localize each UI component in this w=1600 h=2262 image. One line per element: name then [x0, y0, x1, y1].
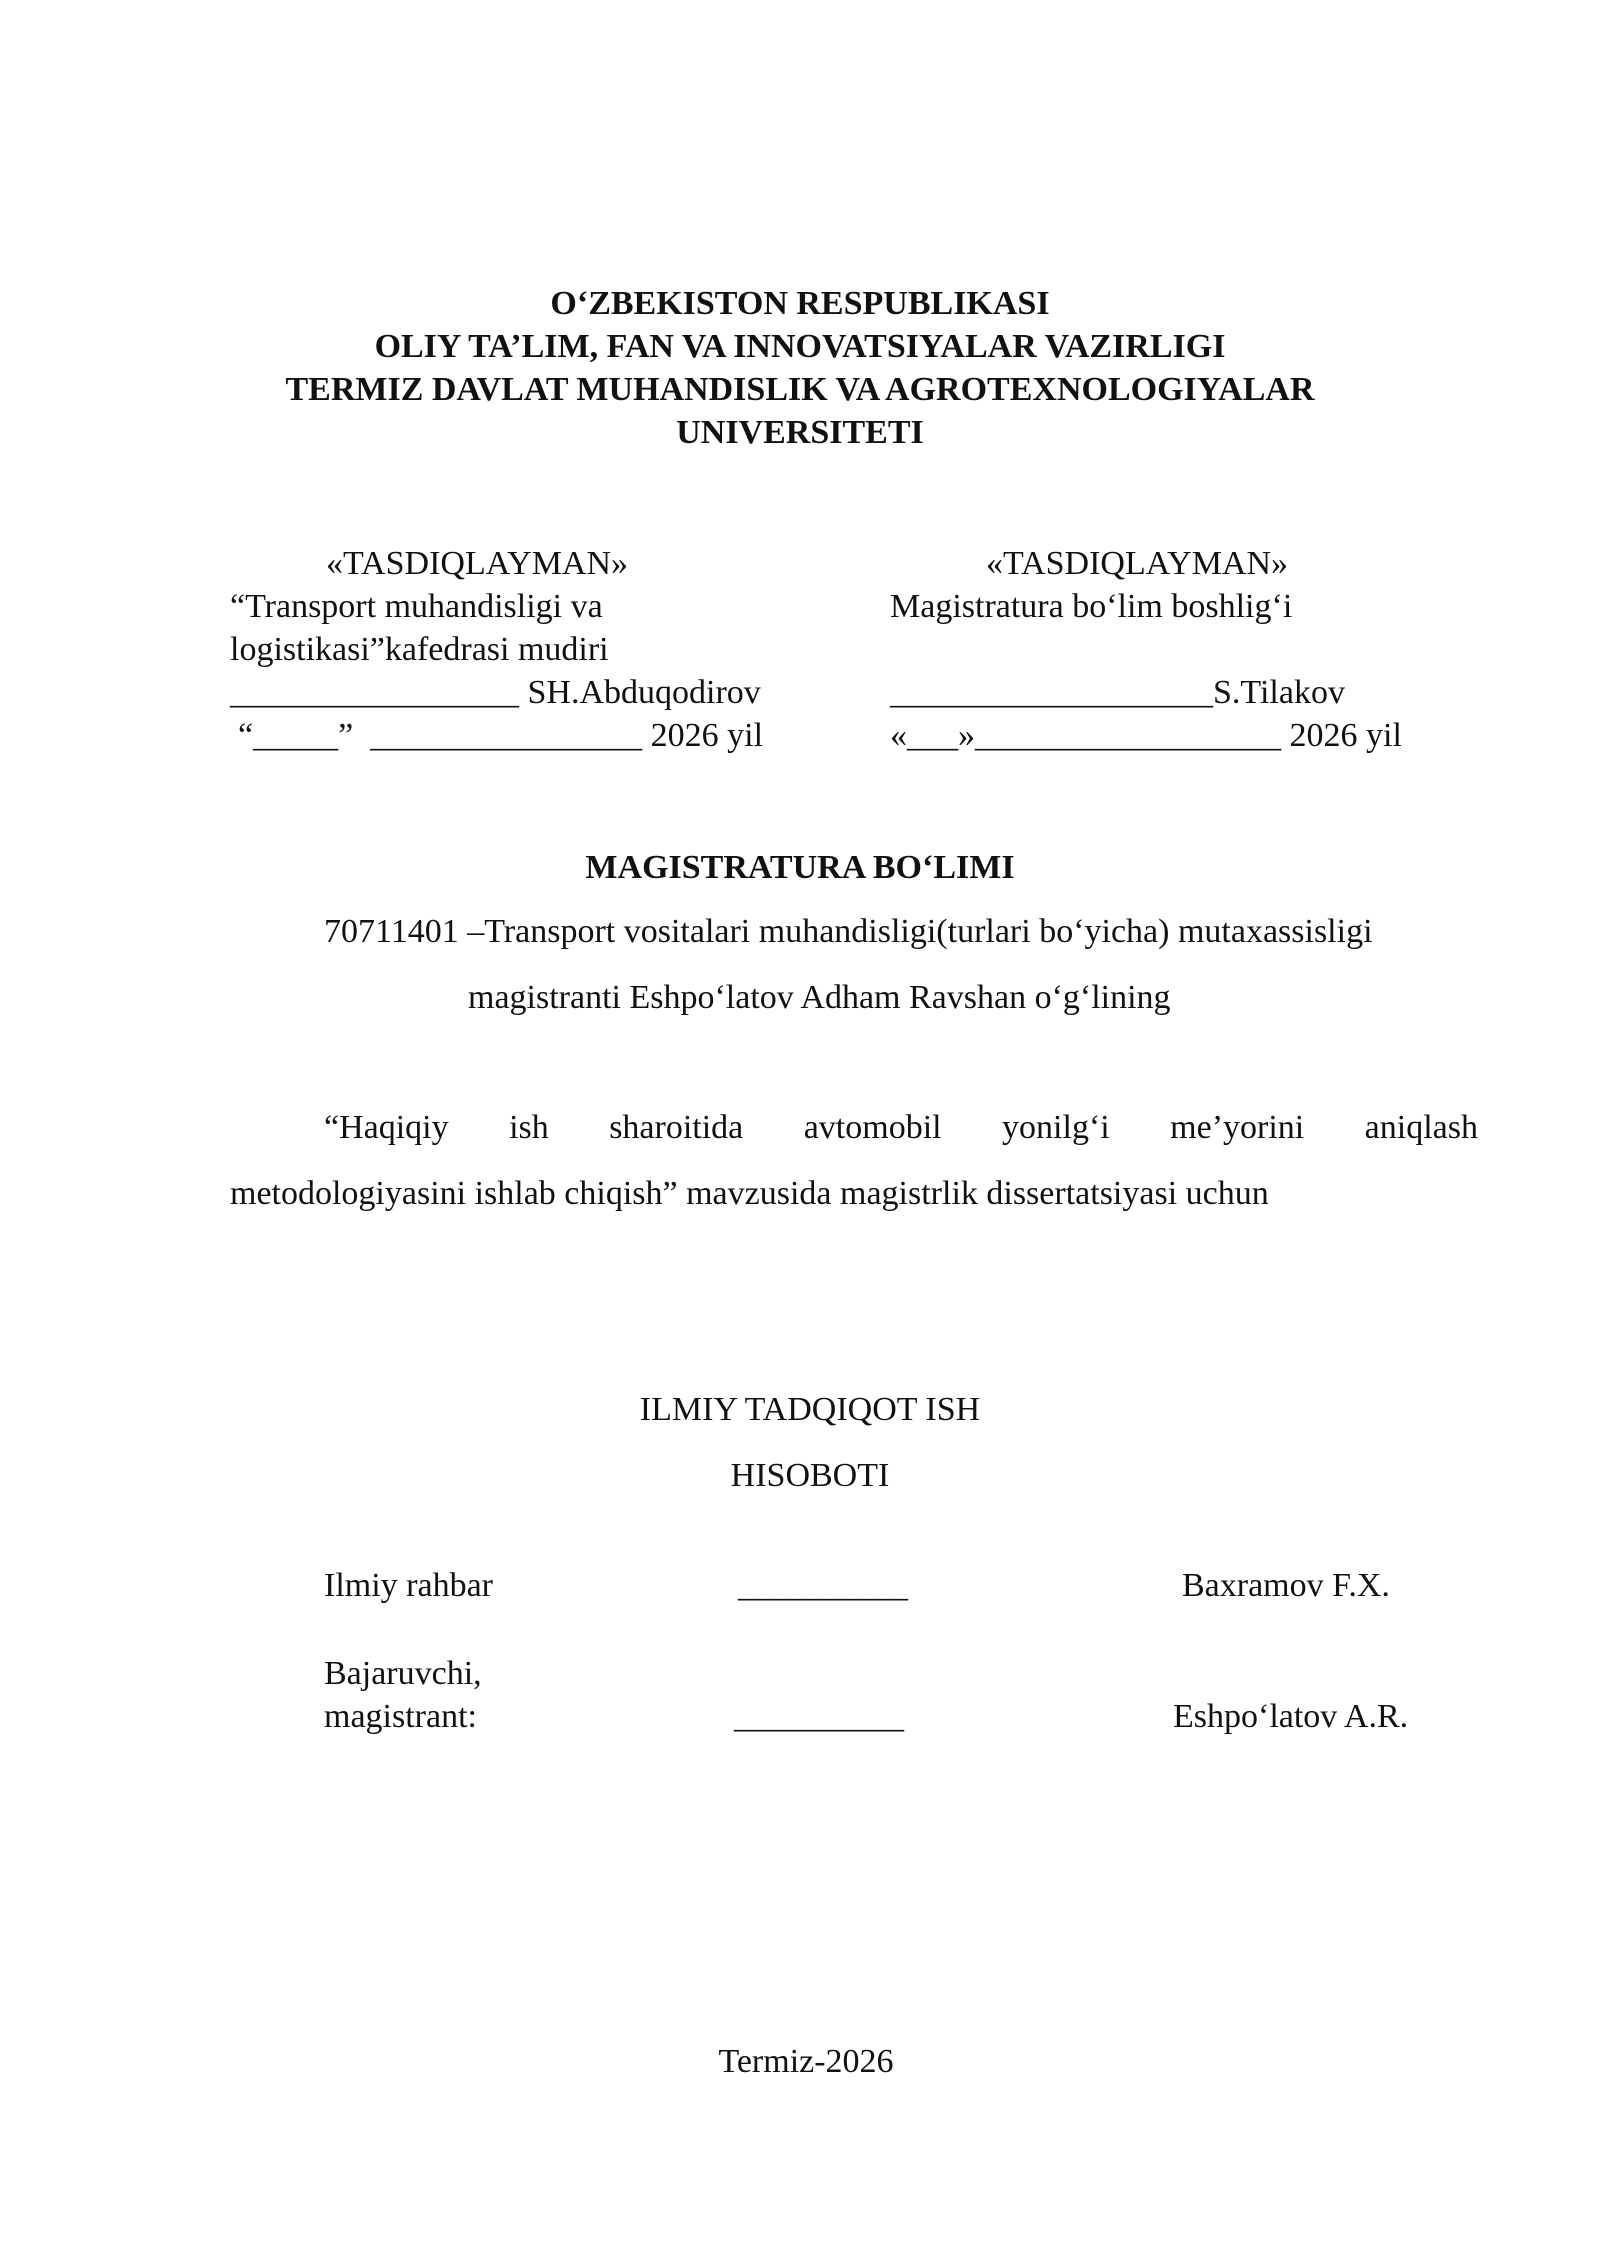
- topic-word: me’yorini: [1170, 1109, 1305, 1146]
- approval-right-position: Magistratura bo‘lim boshlig‘i: [890, 588, 1293, 625]
- department-title: MAGISTRATURA BO‘LIMI: [585, 849, 1015, 886]
- topic-word: avtomobil: [803, 1109, 942, 1146]
- executor-label-line-1: Bajaruvchi,: [324, 1655, 482, 1692]
- approval-right-spacer: [890, 628, 1402, 671]
- header-university: TERMIZ DAVLAT MUHANDISLIK VA AGROTEXNOLOGIYALAR: [285, 371, 1315, 408]
- executor-label-line-2: magistrant:: [324, 1698, 477, 1735]
- report-title-line-2: HISOBOTI: [730, 1457, 890, 1494]
- topic-word: yonilg‘i: [1002, 1109, 1110, 1146]
- executor-signature-blank: __________: [734, 1698, 904, 1735]
- specialty-line-2: magistranti Eshpo‘latov Adham Ravshan o‘g‘lining: [468, 979, 1171, 1016]
- approval-right-signature: ___________________S.Tilakov: [890, 674, 1345, 711]
- report-title-line-1: ILMIY TADQIQOT ISH: [639, 1391, 981, 1428]
- specialty-line-1: 70711401 –Transport vositalari muhandisligi(turlari bo‘yicha) mutaxassisligi: [324, 913, 1373, 950]
- supervisor-label: Ilmiy rahbar: [324, 1567, 493, 1604]
- header-ministry: OLIY TA’LIM, FAN VA INNOVATSIYALAR VAZIRLIGI: [374, 328, 1226, 365]
- supervisor-name: Baxramov F.X.: [1182, 1567, 1390, 1604]
- approval-left-position: “Transport muhandisligi va: [230, 588, 603, 625]
- topic-line-1: [324, 1106, 1478, 1149]
- executor-name: Eshpo‘latov A.R.: [1173, 1698, 1409, 1735]
- topic-line-2: metodologiyasini ishlab chiqish” mavzusida magistrlik dissertatsiyasi uchun: [230, 1175, 1269, 1212]
- topic-word: aniqlash: [1364, 1109, 1478, 1146]
- approval-left-title: «TASDIQLAYMAN»: [326, 545, 629, 582]
- header-country: O‘ZBEKISTON RESPUBLIKASI: [550, 285, 1050, 322]
- ministry-header: [0, 282, 1600, 454]
- approval-left-date: “_____” ________________ 2026 yil: [238, 717, 764, 754]
- topic-word: sharoitida: [609, 1109, 744, 1146]
- approval-left-position-cont: logistikasi”kafedrasi mudiri: [230, 631, 609, 668]
- approval-left: [230, 542, 763, 757]
- approval-right: [890, 542, 1402, 757]
- supervisor-signature-blank: __________: [738, 1567, 908, 1604]
- approval-right-date: «___»__________________ 2026 yil: [890, 717, 1402, 754]
- approval-left-signature: _________________ SH.Abduqodirov: [230, 674, 761, 711]
- topic-word: “Haqiqiy: [324, 1109, 449, 1146]
- executor-label: [324, 1652, 482, 1738]
- approval-right-title: «TASDIQLAYMAN»: [986, 545, 1289, 582]
- header-university-cont: UNIVERSITETI: [676, 414, 924, 451]
- footer-city-year: Termiz-2026: [718, 2043, 894, 2080]
- topic-word: ish: [509, 1109, 549, 1146]
